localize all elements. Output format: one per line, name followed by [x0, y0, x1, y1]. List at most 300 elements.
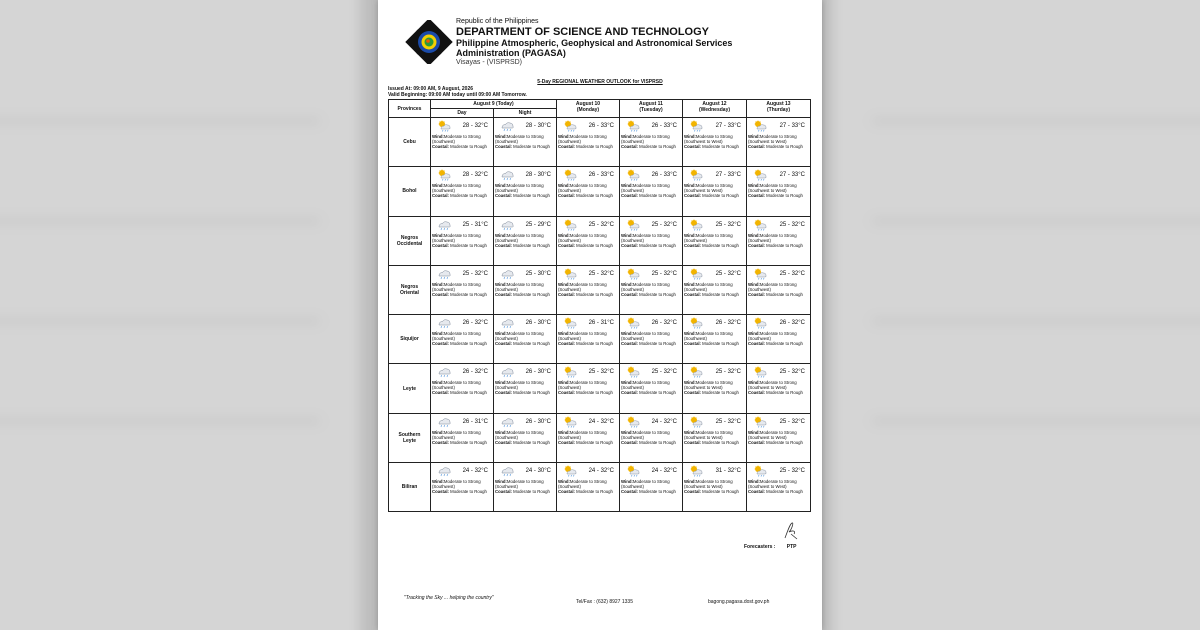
- wind-label: Wind:: [558, 232, 570, 238]
- temperature-range: 26 - 30°C: [525, 320, 551, 327]
- province-name-line: Biliran: [401, 484, 418, 491]
- coastal-info: [748, 390, 809, 395]
- coastal-label: Coastal:: [495, 341, 512, 347]
- department-name: DEPARTMENT OF SCIENCE AND TECHNOLOGY: [456, 26, 710, 38]
- footer-website-link[interactable]: bagong.pagasa.dost.gov.ph: [708, 599, 770, 605]
- temperature-range: 24 - 32°C: [588, 418, 614, 425]
- coastal-label: Coastal:: [495, 242, 512, 248]
- coastal-label: Coastal:: [684, 144, 701, 149]
- wind-label: Wind:: [558, 479, 570, 485]
- cloud-rain-icon: [500, 416, 514, 428]
- coastal-info: [558, 292, 618, 297]
- wind-value: Moderate to Strong (Southwest): [495, 429, 544, 440]
- wind-info: [432, 479, 492, 489]
- coastal-value: Moderate to Rough: [766, 242, 803, 248]
- cloud-rain-icon: [500, 268, 514, 280]
- wind-label: Wind:: [558, 183, 570, 189]
- temperature-range: 24 - 32°C: [462, 468, 488, 475]
- today-night-header: Night: [494, 109, 557, 118]
- province-name-line: Siquijor: [400, 336, 419, 343]
- forecast-cell: [431, 167, 494, 216]
- coastal-info: [495, 341, 555, 346]
- temperature-range: 25 - 32°C: [588, 369, 614, 376]
- province-name: [389, 167, 431, 216]
- coastal-label: Coastal:: [621, 489, 638, 495]
- wind-info: [684, 233, 745, 243]
- coastal-label: Coastal:: [684, 291, 701, 297]
- coastal-info: [432, 489, 492, 494]
- wind-value: Moderate to Strong (Southwest to West): [684, 134, 733, 144]
- issue-info: [388, 86, 527, 98]
- wind-value: Moderate to Strong (Southwest): [495, 331, 544, 342]
- province-name: [389, 265, 431, 314]
- forecast-cell: [557, 463, 620, 512]
- sun-cloud-rain-icon: [563, 465, 577, 477]
- coastal-info: [684, 243, 745, 248]
- temperature-range: 25 - 31°C: [462, 221, 488, 228]
- coastal-label: Coastal:: [558, 439, 575, 445]
- sun-cloud-rain-icon: [563, 268, 577, 280]
- footer-motto: "Tracking the Sky ... helping the country": [404, 595, 494, 601]
- province-name-line: Leyte: [402, 437, 417, 444]
- coastal-value: Moderate to Rough: [576, 489, 613, 495]
- wind-value: Moderate to Strong (Southwest): [621, 429, 670, 440]
- table-row: [389, 413, 811, 462]
- coastal-label: Coastal:: [621, 242, 638, 248]
- wind-label: Wind:: [432, 232, 444, 238]
- coastal-label: Coastal:: [621, 390, 638, 396]
- coastal-value: Moderate to Rough: [576, 242, 613, 248]
- table-row: [389, 118, 811, 167]
- table-row: [389, 216, 811, 265]
- temperature-range: 26 - 32°C: [715, 320, 741, 327]
- coastal-info: [684, 390, 745, 395]
- today-header: August 9 (Today): [431, 100, 557, 109]
- wind-value: Moderate to Strong (Southwest to West): [748, 134, 797, 144]
- temperature-range: 26 - 32°C: [462, 369, 488, 376]
- temperature-range: 26 - 32°C: [462, 320, 488, 327]
- cloud-rain-icon: [500, 317, 514, 329]
- wind-info: [748, 479, 809, 489]
- backdrop-right: [822, 0, 1200, 630]
- forecast-cell: [747, 413, 811, 462]
- wind-info: [621, 331, 681, 341]
- coastal-info: [432, 341, 492, 346]
- coastal-info: [432, 193, 492, 198]
- coastal-value: Moderate to Rough: [702, 242, 739, 248]
- coastal-info: [495, 292, 555, 297]
- coastal-value: Moderate to Rough: [639, 242, 676, 248]
- temperature-range: 27 - 33°C: [715, 123, 741, 129]
- province-name: [389, 463, 431, 512]
- wind-info: [621, 134, 681, 144]
- wind-info: [748, 282, 809, 292]
- wind-info: [684, 331, 745, 341]
- wind-label: Wind:: [432, 479, 444, 485]
- cloud-rain-icon: [500, 465, 514, 477]
- sun-cloud-rain-icon: [753, 268, 767, 280]
- coastal-info: [558, 144, 618, 149]
- province-name: [389, 315, 431, 364]
- wind-label: Wind:: [558, 134, 570, 139]
- coastal-label: Coastal:: [684, 439, 701, 445]
- coastal-info: [621, 489, 681, 494]
- cloud-rain-icon: [437, 465, 451, 477]
- wind-label: Wind:: [432, 183, 444, 189]
- wind-value: Moderate to Strong (Southwest): [432, 281, 481, 292]
- cloud-rain-icon: [500, 169, 514, 181]
- province-name-line: Leyte: [402, 385, 417, 392]
- wind-label: Wind:: [748, 331, 760, 337]
- coastal-value: Moderate to Rough: [766, 341, 803, 347]
- agency-name-line2: Administration (PAGASA): [456, 48, 566, 58]
- coastal-label: Coastal:: [558, 193, 575, 199]
- cloud-rain-icon: [500, 366, 514, 378]
- table-row: [389, 364, 811, 413]
- wind-value: Moderate to Strong (Southwest): [748, 232, 797, 243]
- coastal-info: [748, 144, 809, 149]
- wind-value: Moderate to Strong (Southwest to West): [748, 479, 797, 490]
- table-row: [389, 167, 811, 216]
- temperature-range: 25 - 32°C: [588, 270, 614, 277]
- coastal-info: [621, 144, 681, 149]
- wind-value: Moderate to Strong (Southwest): [684, 331, 733, 342]
- coastal-info: [621, 390, 681, 395]
- temperature-range: 26 - 32°C: [779, 320, 805, 327]
- wind-value: Moderate to Strong (Southwest): [558, 232, 607, 243]
- coastal-label: Coastal:: [748, 193, 765, 199]
- wind-info: [748, 233, 809, 243]
- coastal-info: [432, 243, 492, 248]
- wind-label: Wind:: [748, 281, 760, 287]
- coastal-info: [432, 292, 492, 297]
- coastal-value: Moderate to Rough: [702, 439, 739, 445]
- coastal-label: Coastal:: [558, 144, 575, 149]
- coastal-value: Moderate to Rough: [450, 242, 487, 248]
- republic-line: Republic of the Philippines: [456, 18, 539, 25]
- cloud-rain-icon: [500, 219, 514, 231]
- wind-value: Moderate to Strong (Southwest): [621, 331, 670, 342]
- coastal-info: [558, 193, 618, 198]
- wind-label: Wind:: [495, 281, 507, 287]
- forecast-cell: [431, 118, 494, 167]
- coastal-info: [684, 144, 745, 149]
- wind-info: [432, 183, 492, 193]
- coastal-label: Coastal:: [748, 439, 765, 445]
- coastal-value: Moderate to Rough: [450, 144, 487, 149]
- forecast-cell: [431, 413, 494, 462]
- coastal-label: Coastal:: [495, 193, 512, 199]
- wind-info: [748, 134, 809, 144]
- wind-info: [495, 380, 555, 390]
- coastal-label: Coastal:: [495, 291, 512, 297]
- wind-label: Wind:: [621, 479, 633, 485]
- temperature-range: 25 - 32°C: [779, 221, 805, 228]
- wind-value: Moderate to Strong (Southwest): [621, 232, 670, 243]
- temperature-range: 26 - 33°C: [588, 172, 614, 179]
- day-header: August 11 (Tuesday): [620, 100, 683, 118]
- coastal-label: Coastal:: [432, 193, 449, 199]
- temperature-range: 26 - 33°C: [588, 123, 614, 129]
- forecast-cell: [747, 315, 811, 364]
- coastal-label: Coastal:: [558, 341, 575, 347]
- coastal-value: Moderate to Rough: [576, 390, 613, 396]
- forecast-cell: [620, 463, 683, 512]
- forecasters-line: [744, 544, 797, 550]
- coastal-value: Moderate to Rough: [450, 390, 487, 396]
- temperature-range: 24 - 30°C: [525, 468, 551, 475]
- wind-label: Wind:: [684, 281, 696, 287]
- coastal-value: Moderate to Rough: [702, 341, 739, 347]
- wind-value: Moderate to Strong (Southwest): [558, 479, 607, 490]
- dost-pagasa-logo-icon: [404, 20, 454, 64]
- coastal-value: Moderate to Rough: [513, 439, 550, 445]
- coastal-value: Moderate to Rough: [702, 193, 739, 199]
- forecast-cell: [747, 463, 811, 512]
- cloud-rain-icon: [437, 219, 451, 231]
- coastal-info: [495, 390, 555, 395]
- wind-label: Wind:: [432, 134, 444, 139]
- coastal-value: Moderate to Rough: [766, 291, 803, 297]
- coastal-label: Coastal:: [558, 291, 575, 297]
- wind-label: Wind:: [748, 380, 760, 386]
- wind-info: [495, 430, 555, 440]
- coastal-info: [621, 243, 681, 248]
- wind-info: [748, 380, 809, 390]
- cloud-rain-icon: [437, 366, 451, 378]
- wind-value: Moderate to Strong (Southwest): [432, 479, 481, 490]
- temperature-range: 25 - 32°C: [779, 418, 805, 425]
- temperature-range: 24 - 32°C: [588, 468, 614, 475]
- sun-cloud-rain-icon: [626, 416, 640, 428]
- wind-value: Moderate to Strong (Southwest): [748, 331, 797, 342]
- wind-label: Wind:: [684, 183, 696, 189]
- wind-label: Wind:: [558, 380, 570, 386]
- coastal-info: [684, 193, 745, 198]
- coastal-info: [558, 440, 618, 445]
- sun-cloud-rain-icon: [689, 219, 703, 231]
- wind-label: Wind:: [495, 134, 507, 139]
- wind-label: Wind:: [748, 479, 760, 485]
- sun-cloud-rain-icon: [437, 169, 451, 181]
- coastal-label: Coastal:: [432, 489, 449, 495]
- coastal-info: [495, 144, 555, 149]
- cloud-rain-icon: [437, 416, 451, 428]
- forecast-cell: [557, 364, 620, 413]
- coastal-value: Moderate to Rough: [639, 291, 676, 297]
- wind-info: [495, 282, 555, 292]
- temperature-range: 28 - 30°C: [525, 172, 551, 179]
- coastal-value: Moderate to Rough: [450, 341, 487, 347]
- sun-cloud-rain-icon: [563, 416, 577, 428]
- sun-cloud-rain-icon: [437, 120, 451, 132]
- coastal-info: [748, 243, 809, 248]
- coastal-info: [495, 489, 555, 494]
- coastal-label: Coastal:: [748, 390, 765, 396]
- wind-label: Wind:: [432, 331, 444, 337]
- coastal-value: Moderate to Rough: [576, 193, 613, 199]
- wind-label: Wind:: [495, 429, 507, 435]
- sun-cloud-rain-icon: [689, 317, 703, 329]
- cloud-rain-icon: [437, 268, 451, 280]
- coastal-label: Coastal:: [432, 439, 449, 445]
- coastal-value: Moderate to Rough: [576, 341, 613, 347]
- temperature-range: 28 - 32°C: [462, 123, 488, 129]
- temperature-range: 24 - 32°C: [651, 418, 677, 425]
- coastal-label: Coastal:: [432, 291, 449, 297]
- temperature-range: 25 - 32°C: [779, 468, 805, 475]
- wind-value: Moderate to Strong (Southwest): [621, 281, 670, 292]
- coastal-label: Coastal:: [684, 242, 701, 248]
- wind-value: Moderate to Strong (Southwest): [495, 232, 544, 243]
- wind-info: [558, 430, 618, 440]
- coastal-value: Moderate to Rough: [450, 291, 487, 297]
- coastal-info: [558, 489, 618, 494]
- wind-info: [432, 331, 492, 341]
- wind-value: Moderate to Strong (Southwest): [684, 232, 733, 243]
- temperature-range: 26 - 33°C: [651, 123, 677, 129]
- valid-beginning: Valid Beginning: 09:00 AM today until 09:00 AM Tomorrow.: [388, 92, 527, 98]
- temperature-range: 25 - 30°C: [525, 270, 551, 277]
- sun-cloud-rain-icon: [753, 120, 767, 132]
- coastal-info: [748, 440, 809, 445]
- temperature-range: 25 - 32°C: [588, 221, 614, 228]
- coastal-info: [558, 243, 618, 248]
- temperature-range: 28 - 32°C: [462, 172, 488, 179]
- coastal-info: [432, 144, 492, 149]
- wind-info: [558, 282, 618, 292]
- wind-info: [621, 282, 681, 292]
- wind-value: Moderate to Strong (Southwest): [432, 232, 481, 243]
- wind-label: Wind:: [495, 232, 507, 238]
- wind-info: [432, 282, 492, 292]
- temperature-range: 26 - 31°C: [588, 320, 614, 327]
- forecast-cell: [747, 364, 811, 413]
- coastal-value: Moderate to Rough: [702, 489, 739, 495]
- table-row: [389, 315, 811, 364]
- temperature-range: 27 - 33°C: [779, 172, 805, 179]
- wind-label: Wind:: [495, 479, 507, 485]
- coastal-value: Moderate to Rough: [766, 489, 803, 495]
- forecast-cell: [620, 413, 683, 462]
- temperature-range: 31 - 32°C: [715, 468, 741, 475]
- wind-value: Moderate to Strong (Southwest to West): [684, 380, 733, 391]
- forecast-cell: [557, 315, 620, 364]
- province-name-line: Negros: [400, 234, 419, 241]
- coastal-info: [684, 292, 745, 297]
- coastal-label: Coastal:: [558, 390, 575, 396]
- coastal-value: Moderate to Rough: [639, 439, 676, 445]
- forecast-cell: [494, 364, 557, 413]
- coastal-value: Moderate to Rough: [513, 489, 550, 495]
- wind-value: Moderate to Strong (Southwest): [558, 281, 607, 292]
- table-body: [389, 118, 811, 512]
- agency-name-line1: Philippine Atmospheric, Geophysical and Astronomical Services: [456, 38, 733, 48]
- wind-info: [495, 134, 555, 144]
- wind-info: [432, 134, 492, 144]
- wind-label: Wind:: [558, 429, 570, 435]
- temperature-range: 25 - 32°C: [462, 270, 488, 277]
- coastal-info: [432, 390, 492, 395]
- sun-cloud-rain-icon: [563, 366, 577, 378]
- forecast-cell: [747, 216, 811, 265]
- forecast-cell: [557, 265, 620, 314]
- wind-info: [558, 183, 618, 193]
- province-name: [389, 413, 431, 462]
- wind-info: [684, 430, 745, 440]
- wind-label: Wind:: [748, 183, 760, 189]
- coastal-value: Moderate to Rough: [702, 291, 739, 297]
- forecast-cell: [494, 413, 557, 462]
- coastal-label: Coastal:: [432, 341, 449, 347]
- temperature-range: 24 - 32°C: [651, 468, 677, 475]
- sun-cloud-rain-icon: [563, 219, 577, 231]
- wind-value: Moderate to Strong (Southwest): [495, 134, 544, 144]
- coastal-label: Coastal:: [684, 489, 701, 495]
- forecast-cell: [747, 167, 811, 216]
- wind-info: [495, 479, 555, 489]
- coastal-label: Coastal:: [684, 390, 701, 396]
- forecast-cell: [494, 167, 557, 216]
- coastal-value: Moderate to Rough: [766, 144, 803, 149]
- temperature-range: 25 - 32°C: [779, 270, 805, 277]
- wind-label: Wind:: [684, 479, 696, 485]
- forecast-cell: [494, 216, 557, 265]
- sun-cloud-rain-icon: [753, 366, 767, 378]
- forecast-cell: [557, 118, 620, 167]
- forecaster-initials: PTP: [786, 544, 797, 550]
- sun-cloud-rain-icon: [626, 317, 640, 329]
- wind-value: Moderate to Strong (Southwest): [495, 479, 544, 490]
- province-name-line: Bohol: [402, 188, 417, 195]
- coastal-value: Moderate to Rough: [639, 489, 676, 495]
- coastal-info: [621, 341, 681, 346]
- coastal-label: Coastal:: [495, 489, 512, 495]
- province-name-line: Cebu: [403, 139, 416, 146]
- forecast-cell: [431, 364, 494, 413]
- temperature-range: 25 - 32°C: [715, 418, 741, 425]
- coastal-label: Coastal:: [495, 144, 512, 149]
- temperature-range: 27 - 33°C: [715, 172, 741, 179]
- temperature-range: 25 - 32°C: [651, 270, 677, 277]
- coastal-label: Coastal:: [495, 439, 512, 445]
- province-name-line: Oriental: [400, 290, 419, 297]
- wind-info: [684, 134, 745, 144]
- wind-info: [684, 380, 745, 390]
- coastal-label: Coastal:: [748, 291, 765, 297]
- wind-label: Wind:: [684, 134, 696, 139]
- sun-cloud-rain-icon: [689, 465, 703, 477]
- coastal-value: Moderate to Rough: [702, 390, 739, 396]
- table-row: [389, 265, 811, 314]
- wind-value: Moderate to Strong (Southwest): [432, 134, 481, 144]
- wind-value: Moderate to Strong (Southwest): [621, 183, 670, 194]
- temperature-range: 25 - 29°C: [525, 221, 551, 228]
- coastal-value: Moderate to Rough: [639, 144, 676, 149]
- forecast-cell: [494, 315, 557, 364]
- forecast-cell: [747, 265, 811, 314]
- coastal-label: Coastal:: [684, 193, 701, 199]
- wind-info: [558, 479, 618, 489]
- wind-label: Wind:: [684, 331, 696, 337]
- coastal-label: Coastal:: [432, 242, 449, 248]
- coastal-value: Moderate to Rough: [702, 144, 739, 149]
- sun-cloud-rain-icon: [626, 268, 640, 280]
- weather-outlook-table: [388, 99, 811, 512]
- wind-label: Wind:: [621, 429, 633, 435]
- province-name: [389, 118, 431, 167]
- wind-value: Moderate to Strong (Southwest): [621, 134, 670, 144]
